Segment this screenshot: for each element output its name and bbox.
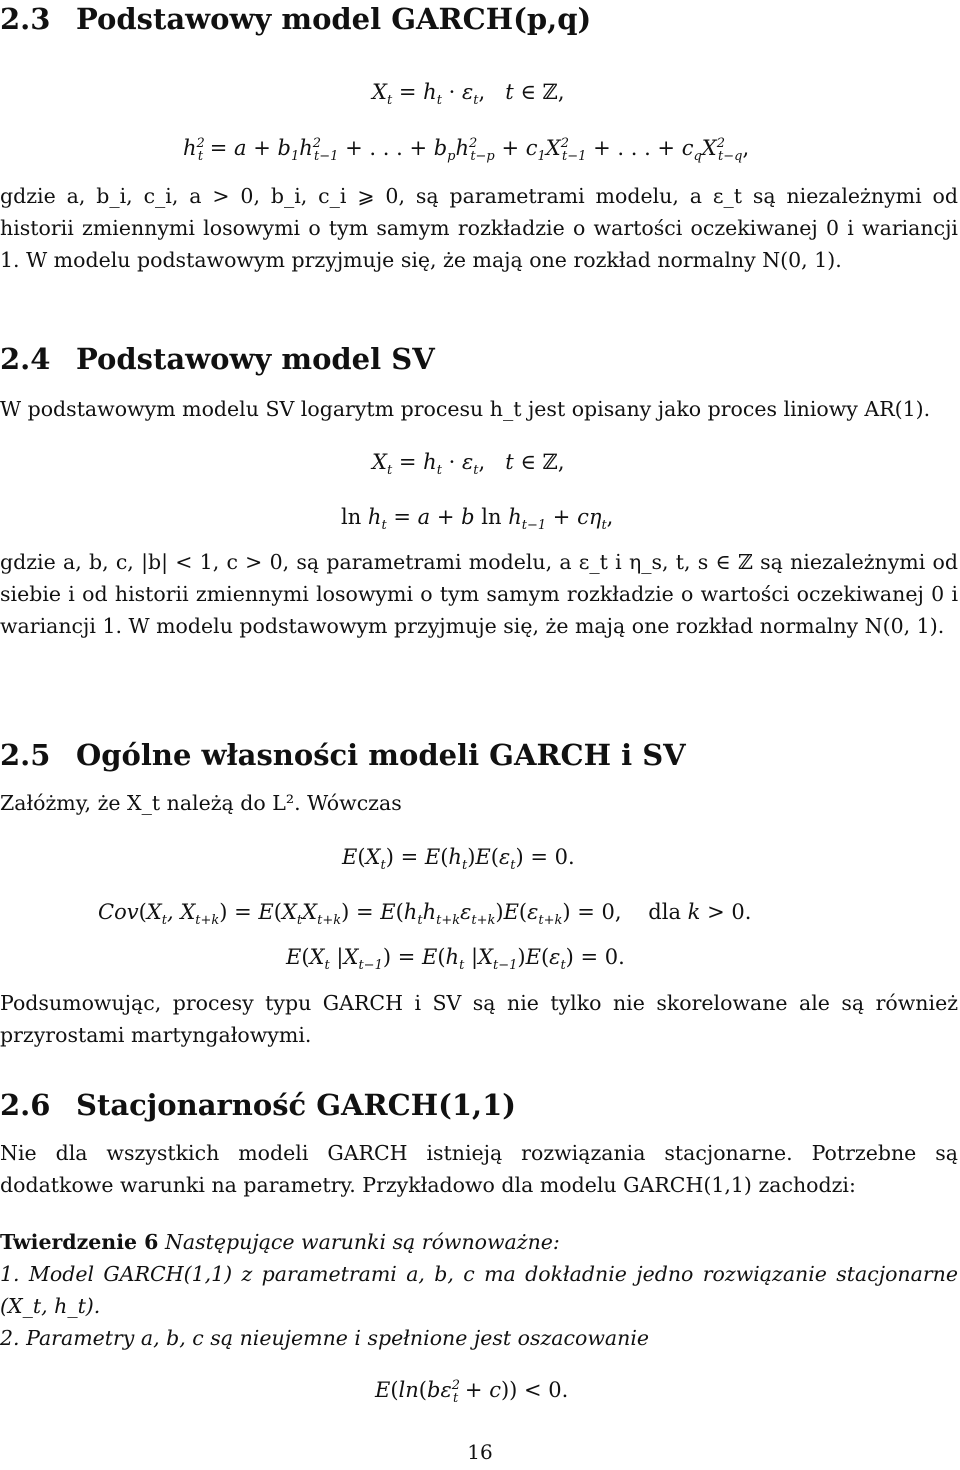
section-heading-2-4: 2.4 Podstawowy model SV [0, 342, 435, 376]
theorem-item-2: 2. Parametry a, b, c są nieujemne i spełnione jest oszacowanie [0, 1326, 650, 1350]
theorem-6 [0, 1226, 958, 1258]
equation-garch-x: $X_t = h_t \cdot \varepsilon_t$, t ∈ ℤ, [372, 80, 565, 109]
section-heading-2-3 [0, 2, 591, 36]
section-number: 2.3 [0, 2, 51, 36]
theorem-item-1: 1. Model GARCH(1,1) z parametrami a, b, c ma dokładnie jedno rozwiązanie stacjonarne (X_t, h_t). [0, 1262, 958, 1318]
equation-garch-h: $h^2_t = a + b_1h^2_{t-1}$ + . . . + $b_ph^2_{t-p} + c_1X^2_{t-1}$ + . . . + $c_qX^2_{t-q}$, [183, 136, 750, 165]
equation-stationarity-condition: $E(\ln(b\varepsilon^2_t + c)) < 0$. [375, 1378, 569, 1407]
paragraph-stationarity-intro: Nie dla wszystkich modeli GARCH istnieją rozwiązania stacjonarne. Potrzebne są dodatkowe warunki na parametry. Przykładowo dla modelu GARCH(1,1) zachodzi: [0, 1141, 958, 1197]
page-number: 16 [467, 1440, 493, 1464]
paragraph-garch-description: gdzie a, b_i, c_i, a > 0, b_i, c_i ⩾ 0, są parametrami modelu, a ε_t są niezależnymi od historii zmiennymi losowymi o tym samym rozkładzie o wartości oczekiwanej 0 i wariancji 1. W modelu podstawowym przyjmuje się, że mają one rozkład normalny N(0, 1). [0, 184, 958, 272]
paragraph-properties-intro: Załóżmy, że X_t należą do L². Wówczas [0, 791, 402, 815]
paragraph-sv-intro: W podstawowym modelu SV logarytm procesu h_t jest opisany jako proces liniowy AR(1). [0, 397, 931, 421]
theorem-statement: Następujące warunki są równoważne: [164, 1230, 560, 1254]
section-heading-2-5: 2.5 Ogólne własności modeli GARCH i SV [0, 738, 686, 772]
equation-covariance: $Cov(X_t$, $X_{t+k}) = E(X_tX_{t+k}) = E(h_th_{t+k}\varepsilon_{t+k})E(\varepsilon_{t+k}) = 0$, dla k > 0. [98, 900, 752, 929]
paragraph-sv-description: gdzie a, b, c, |b| < 1, c > 0, są parametrami modelu, a ε_t i η_s, t, s ∈ ℤ są niezależnymi od siebie i od historii zmiennymi losowymi o tym samym rozkładzie o wartości oczekiwanej 0 i wariancji 1. W modelu podstawowym przyjmuje się, że mają one rozkład normalny N(0, 1). [0, 550, 958, 638]
section-heading-2-6: 2.6 Stacjonarność GARCH(1,1) [0, 1088, 517, 1122]
equation-conditional: $E(X_t$ $|X_{t-1}) = E(h_t$ $|X_{t-1})E(\varepsilon_t) = 0$. [286, 945, 625, 974]
theorem-label: Twierdzenie 6 [0, 1230, 159, 1254]
section-title: Podstawowy model GARCH(p,q) [76, 2, 592, 36]
equation-sv-h: $\ln h_t = a + b$ $\ln h_{t-1} + c\eta_t$, [341, 505, 614, 534]
paragraph-properties-summary: Podsumowując, procesy typu GARCH i SV są nie tylko nie skorelowane ale są również przyrostami martyngałowymi. [0, 991, 958, 1047]
equation-expectation: $E(X_t) = E(h_t)E(\varepsilon_t) = 0$. [342, 845, 575, 874]
equation-sv-x: $X_t = h_t \cdot \varepsilon_t$, t ∈ ℤ, [372, 450, 565, 479]
